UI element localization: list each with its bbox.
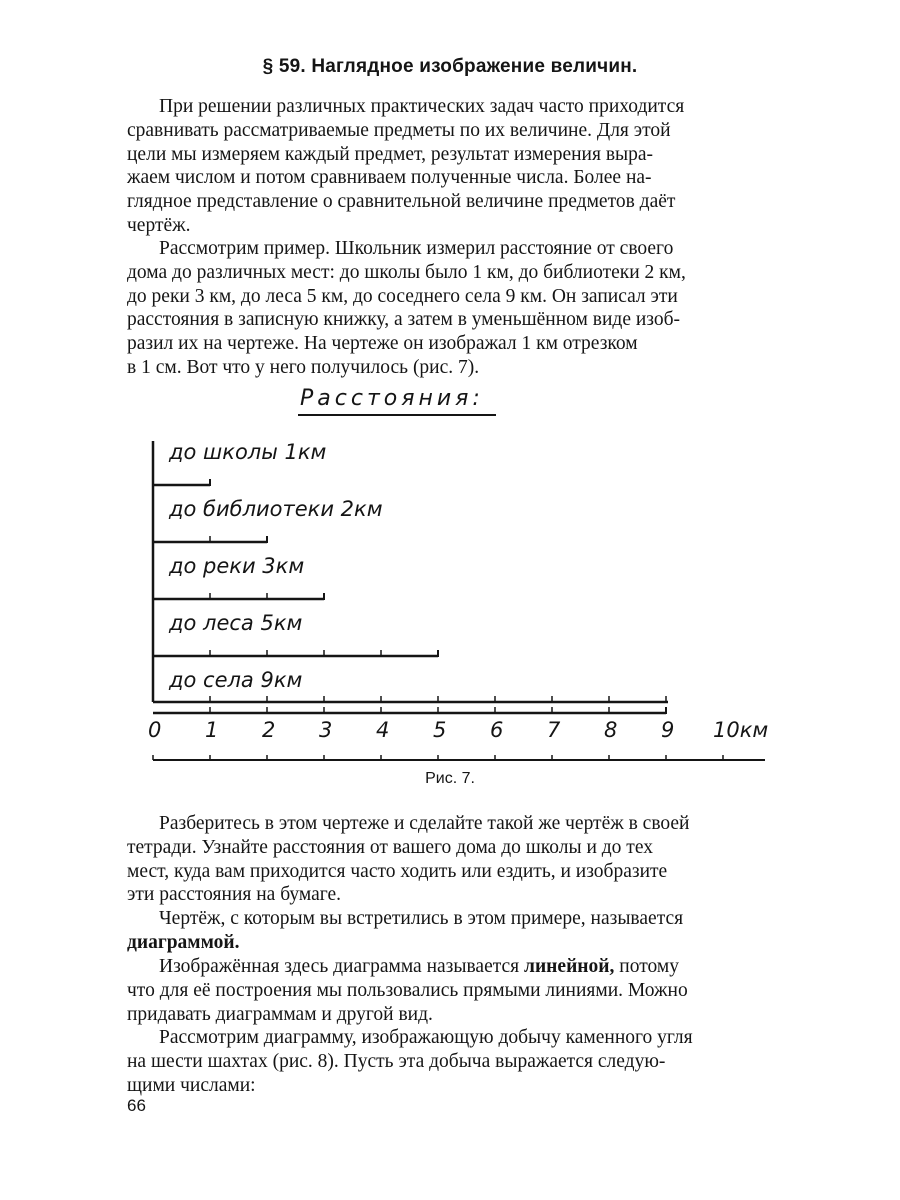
text-line: жаем числом и потом сравниваем полученные числа. Более на- (127, 167, 652, 189)
figure-caption: Рис. 7. (425, 770, 475, 787)
bar-label: до школы 1км (169, 440, 327, 464)
scale-tick-label: 7 (547, 718, 561, 742)
text-line: сравнивать рассматриваемые предметы по их величине. Для этой (127, 119, 671, 141)
section-heading: § 59. Наглядное изображение величин. (262, 56, 638, 77)
text-line: мест, куда вам приходится часто ходить или ездить, и изобразите (127, 860, 668, 882)
text-line (127, 931, 777, 955)
text-line: цели мы измеряем каждый предмет, результат измерения выра- (127, 143, 654, 165)
text-line: щими числами: (127, 1074, 256, 1096)
scale-tick-label: 9 (661, 718, 675, 742)
bar-label: до села 9км (169, 668, 303, 692)
text-line: придавать диаграммам и другой вид. (127, 1003, 433, 1025)
text-line: до реки 3 км, до леса 5 км, до соседнего села 9 км. Он записал эти (127, 285, 678, 307)
bar-label: до леса 5км (169, 611, 303, 635)
text-line: на шести шахтах (рис. 8). Пусть эта добыча выражается следую- (127, 1050, 666, 1072)
text-line: глядное представление о сравнительной величине предметов даёт (127, 191, 676, 213)
text-line: разил их на чертеже. На чертеже он изображал 1 км отрезком (127, 333, 638, 355)
text-line: Рассмотрим пример. Школьник измерил расстояние от своего (159, 238, 674, 259)
scale-tick-label: 1 (205, 718, 219, 742)
scale-tick-label: 4 (376, 718, 390, 742)
text-line: в 1 см. Вот что у него получилось (рис. 7). (127, 356, 480, 378)
paragraph-linear (127, 955, 777, 1026)
scale-tick-label: 10км (713, 718, 769, 742)
text-line: При решении различных практических задач часто приходится (159, 96, 685, 117)
text-line: расстояния в записную книжку, а затем в уменьшённом виде изоб- (127, 309, 681, 331)
term-linear: линейной, (524, 956, 615, 977)
text-line (127, 955, 777, 979)
text-line: эти расстояния на бумаге. (127, 884, 342, 906)
paragraph-example (127, 237, 777, 380)
text-line: что для её построения мы пользовались прямыми линиями. Можно (127, 979, 688, 1001)
scale-tick-label: 5 (433, 718, 447, 742)
text-line: Разберитесь в этом чертеже и сделайте такой же чертёж в своей (159, 813, 690, 834)
text-fragment: Изображённая здесь диаграмма называется (159, 956, 524, 977)
chart-title-group (298, 386, 496, 415)
text-line: Чертёж, с которым вы встретились в этом примере, называется (159, 908, 684, 929)
paragraph-task (127, 812, 777, 907)
text-line: Рассмотрим диаграмму, изображающую добычу каменного угля (159, 1027, 693, 1048)
scale-tick-label: 8 (604, 718, 618, 742)
term-diagram: диаграммой. (127, 931, 240, 953)
bars-group (153, 440, 666, 714)
paragraph-intro (127, 95, 777, 238)
linear-diagram (0, 375, 900, 770)
text-line: тетради. Узнайте расстояния от вашего дома до школы и до тех (127, 836, 653, 858)
text-fragment: потому (614, 956, 679, 977)
chart-title: Расстояния: (300, 386, 484, 411)
page-number: 66 (127, 1096, 146, 1115)
scale-tick-label: 3 (319, 718, 333, 742)
paragraph-definition (127, 907, 777, 955)
bar-label: до библиотеки 2км (169, 497, 383, 521)
scale-tick-label: 6 (490, 718, 504, 742)
scale-axis (148, 696, 768, 760)
scale-tick-label: 2 (262, 718, 276, 742)
text-line: дома до различных мест: до школы было 1 км, до библиотеки 2 км, (127, 261, 686, 283)
text-line: чертёж. (127, 214, 191, 236)
scale-tick-label: 0 (148, 718, 162, 742)
paragraph-coal (127, 1026, 777, 1097)
bar-label: до реки 3км (169, 554, 305, 578)
